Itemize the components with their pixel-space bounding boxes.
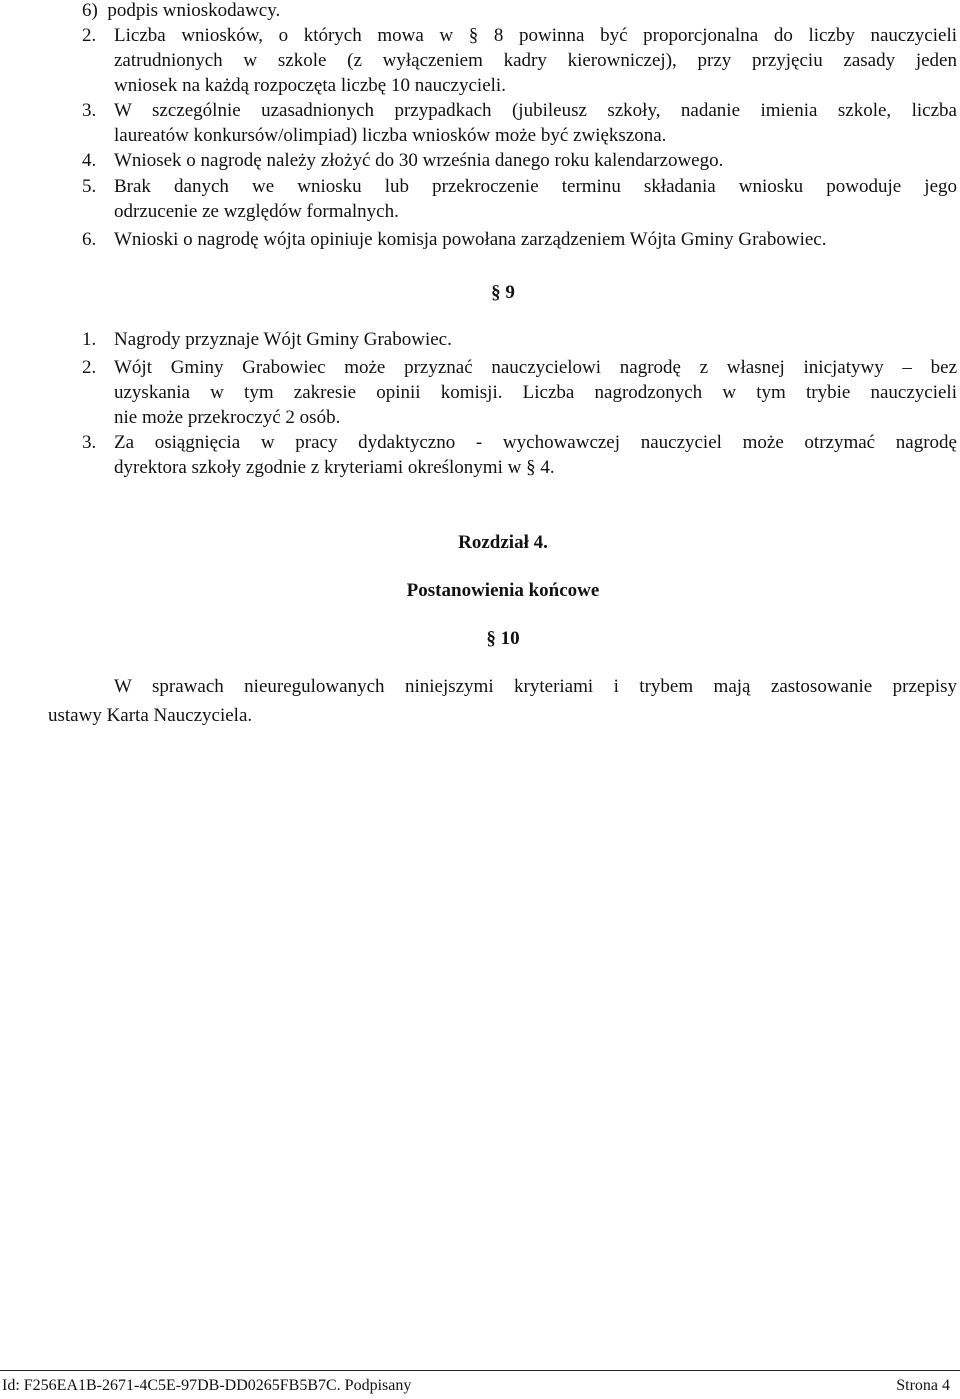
paragraph-line: ustawy Karta Nauczyciela. <box>48 705 253 726</box>
page-footer <box>0 1370 960 1397</box>
section10-heading: § 10 <box>486 628 520 649</box>
section9-heading: § 9 <box>491 282 515 303</box>
item-number: 3. <box>82 432 97 453</box>
document-id: Id: F256EA1B-2671-4C5E-97DB-DD0265FB5B7C. Podpisany <box>2 1377 412 1394</box>
item-line: Wójt Gminy Grabowiec może przyznać nauczycielowi nagrodę z własnej inicjatywy – bez <box>114 357 957 378</box>
section8-item-2 <box>82 23 957 98</box>
list-item-6-signature: 6) podpis wnioskodawcy. <box>82 0 281 21</box>
section9-item-3 <box>82 430 957 480</box>
section8-item-5 <box>82 174 957 224</box>
item-line: nie może przekroczyć 2 osób. <box>114 407 341 428</box>
item-number: 3. <box>82 100 97 121</box>
item-number: 2. <box>82 357 97 378</box>
chapter-subtitle: Postanowienia końcowe <box>406 580 600 601</box>
item-line: Za osiągnięcia w pracy dydaktyczno - wychowawczej nauczyciel może otrzymać nagrodę <box>114 432 957 453</box>
page-number: Strona 4 <box>896 1377 950 1394</box>
chapter-title: Rozdział 4. <box>458 532 548 553</box>
item-line: uzyskania w tym zakresie opinii komisji. Liczba nagrodzonych w tym trybie nauczycieli <box>114 382 957 403</box>
item-line: Liczba wniosków, o których mowa w § 8 powinna być proporcjonalna do liczby nauczycieli <box>114 25 957 46</box>
item-number: 2. <box>82 25 97 46</box>
item-line: wniosek na każdą rozpoczęta liczbę 10 nauczycieli. <box>114 75 506 96</box>
item-number: 5. <box>82 176 97 197</box>
item-line: Wnioski o nagrodę wójta opiniuje komisja powołana zarządzeniem Wójta Gminy Grabowiec. <box>114 229 827 250</box>
item-number: 1. <box>82 329 97 350</box>
section9-item-1 <box>82 327 957 352</box>
section8-item-3 <box>82 98 957 148</box>
item-line: dyrektora szkoły zgodnie z kryteriami określonymi w § 4. <box>114 457 555 478</box>
item-line: zatrudnionych w szkole (z wyłączeniem kadry kierowniczej), przy przyjęciu zasady jeden <box>114 50 957 71</box>
item-number: 6. <box>82 229 97 250</box>
item-line: Wniosek o nagrodę należy złożyć do 30 września danego roku kalendarzowego. <box>114 150 724 171</box>
item-line: Nagrody przyznaje Wójt Gminy Grabowiec. <box>114 329 452 350</box>
section8-item-4 <box>82 148 957 173</box>
item-line: Brak danych we wniosku lub przekroczenie terminu składania wniosku powoduje jego <box>114 176 957 197</box>
item-line: odrzucenie ze względów formalnych. <box>114 201 399 222</box>
item-line: laureatów konkursów/olimpiad) liczba wniosków może być zwiększona. <box>114 125 667 146</box>
item-line: W szczególnie uzasadnionych przypadkach (jubileusz szkoły, nadanie imienia szkole, liczba <box>114 100 957 121</box>
paragraph-line: W sprawach nieuregulowanych niniejszymi kryteriami i trybem mają zastosowanie przepisy <box>114 676 957 697</box>
final-paragraph <box>48 674 957 729</box>
section9-item-2 <box>82 355 957 430</box>
section8-item-6 <box>82 227 957 252</box>
item-number: 4. <box>82 150 97 171</box>
